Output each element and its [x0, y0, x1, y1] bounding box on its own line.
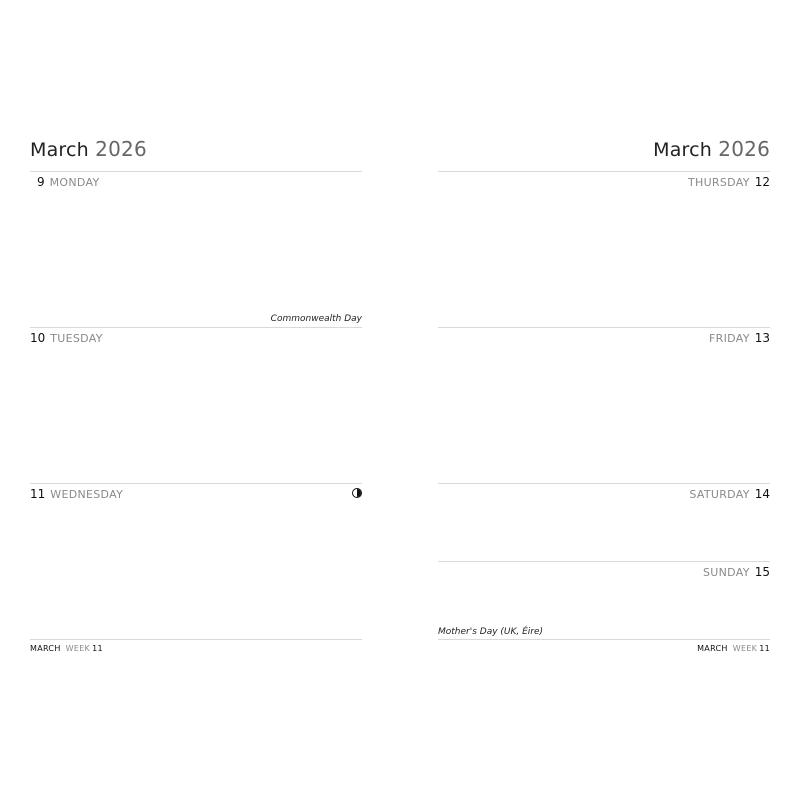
- right-page: [438, 0, 770, 800]
- left-page: [30, 0, 362, 800]
- day-label-tuesday: [30, 331, 103, 346]
- day-name: SUNDAY: [702, 566, 750, 579]
- divider-line: [438, 639, 770, 640]
- day-label-thursday: [688, 175, 770, 190]
- day-label-saturday: [689, 487, 770, 502]
- day-number: 13: [754, 331, 770, 345]
- day-number: 9: [37, 175, 45, 189]
- day-number: 12: [754, 175, 770, 189]
- footer-month: MARCH: [30, 644, 61, 653]
- divider-line: [30, 639, 362, 640]
- day-name: TUESDAY: [50, 332, 103, 345]
- divider-line: [30, 171, 362, 172]
- day-label-sunday: [703, 565, 770, 580]
- day-number: 15: [754, 565, 770, 579]
- divider-line: [438, 327, 770, 328]
- day-name: MONDAY: [49, 176, 100, 189]
- divider-line: [438, 171, 770, 172]
- month-name: March: [653, 139, 713, 161]
- day-name: FRIDAY: [709, 332, 750, 345]
- day-number: 11: [30, 487, 46, 501]
- week-footer: [697, 644, 770, 653]
- right-month-header: [653, 137, 770, 161]
- day-number: 14: [754, 487, 770, 501]
- footer-week-label: WEEK: [732, 644, 758, 653]
- divider-line: [438, 483, 770, 484]
- day-number: 10: [30, 331, 46, 345]
- day-label-wednesday: [30, 487, 123, 502]
- divider-line: [30, 327, 362, 328]
- year: 2026: [718, 137, 770, 161]
- day-name: SATURDAY: [689, 488, 750, 501]
- day-name: WEDNESDAY: [50, 488, 124, 501]
- day-name: THURSDAY: [687, 176, 750, 189]
- day-label-monday: [30, 175, 100, 190]
- footer-month: MARCH: [697, 644, 728, 653]
- footer-week-label: WEEK: [65, 644, 91, 653]
- footer-week-number: 11: [92, 644, 103, 653]
- left-month-header: [30, 137, 147, 161]
- week-footer: [30, 644, 103, 653]
- divider-line: [30, 483, 362, 484]
- day-label-friday: [709, 331, 770, 346]
- month-name: March: [30, 139, 89, 161]
- divider-line: [438, 561, 770, 562]
- first-quarter-moon-icon: [352, 488, 362, 498]
- year: 2026: [95, 137, 147, 161]
- holiday-note: Commonwealth Day: [270, 314, 362, 324]
- holiday-note: Mother's Day (UK, Éire): [438, 627, 544, 637]
- footer-week-number: 11: [759, 644, 770, 653]
